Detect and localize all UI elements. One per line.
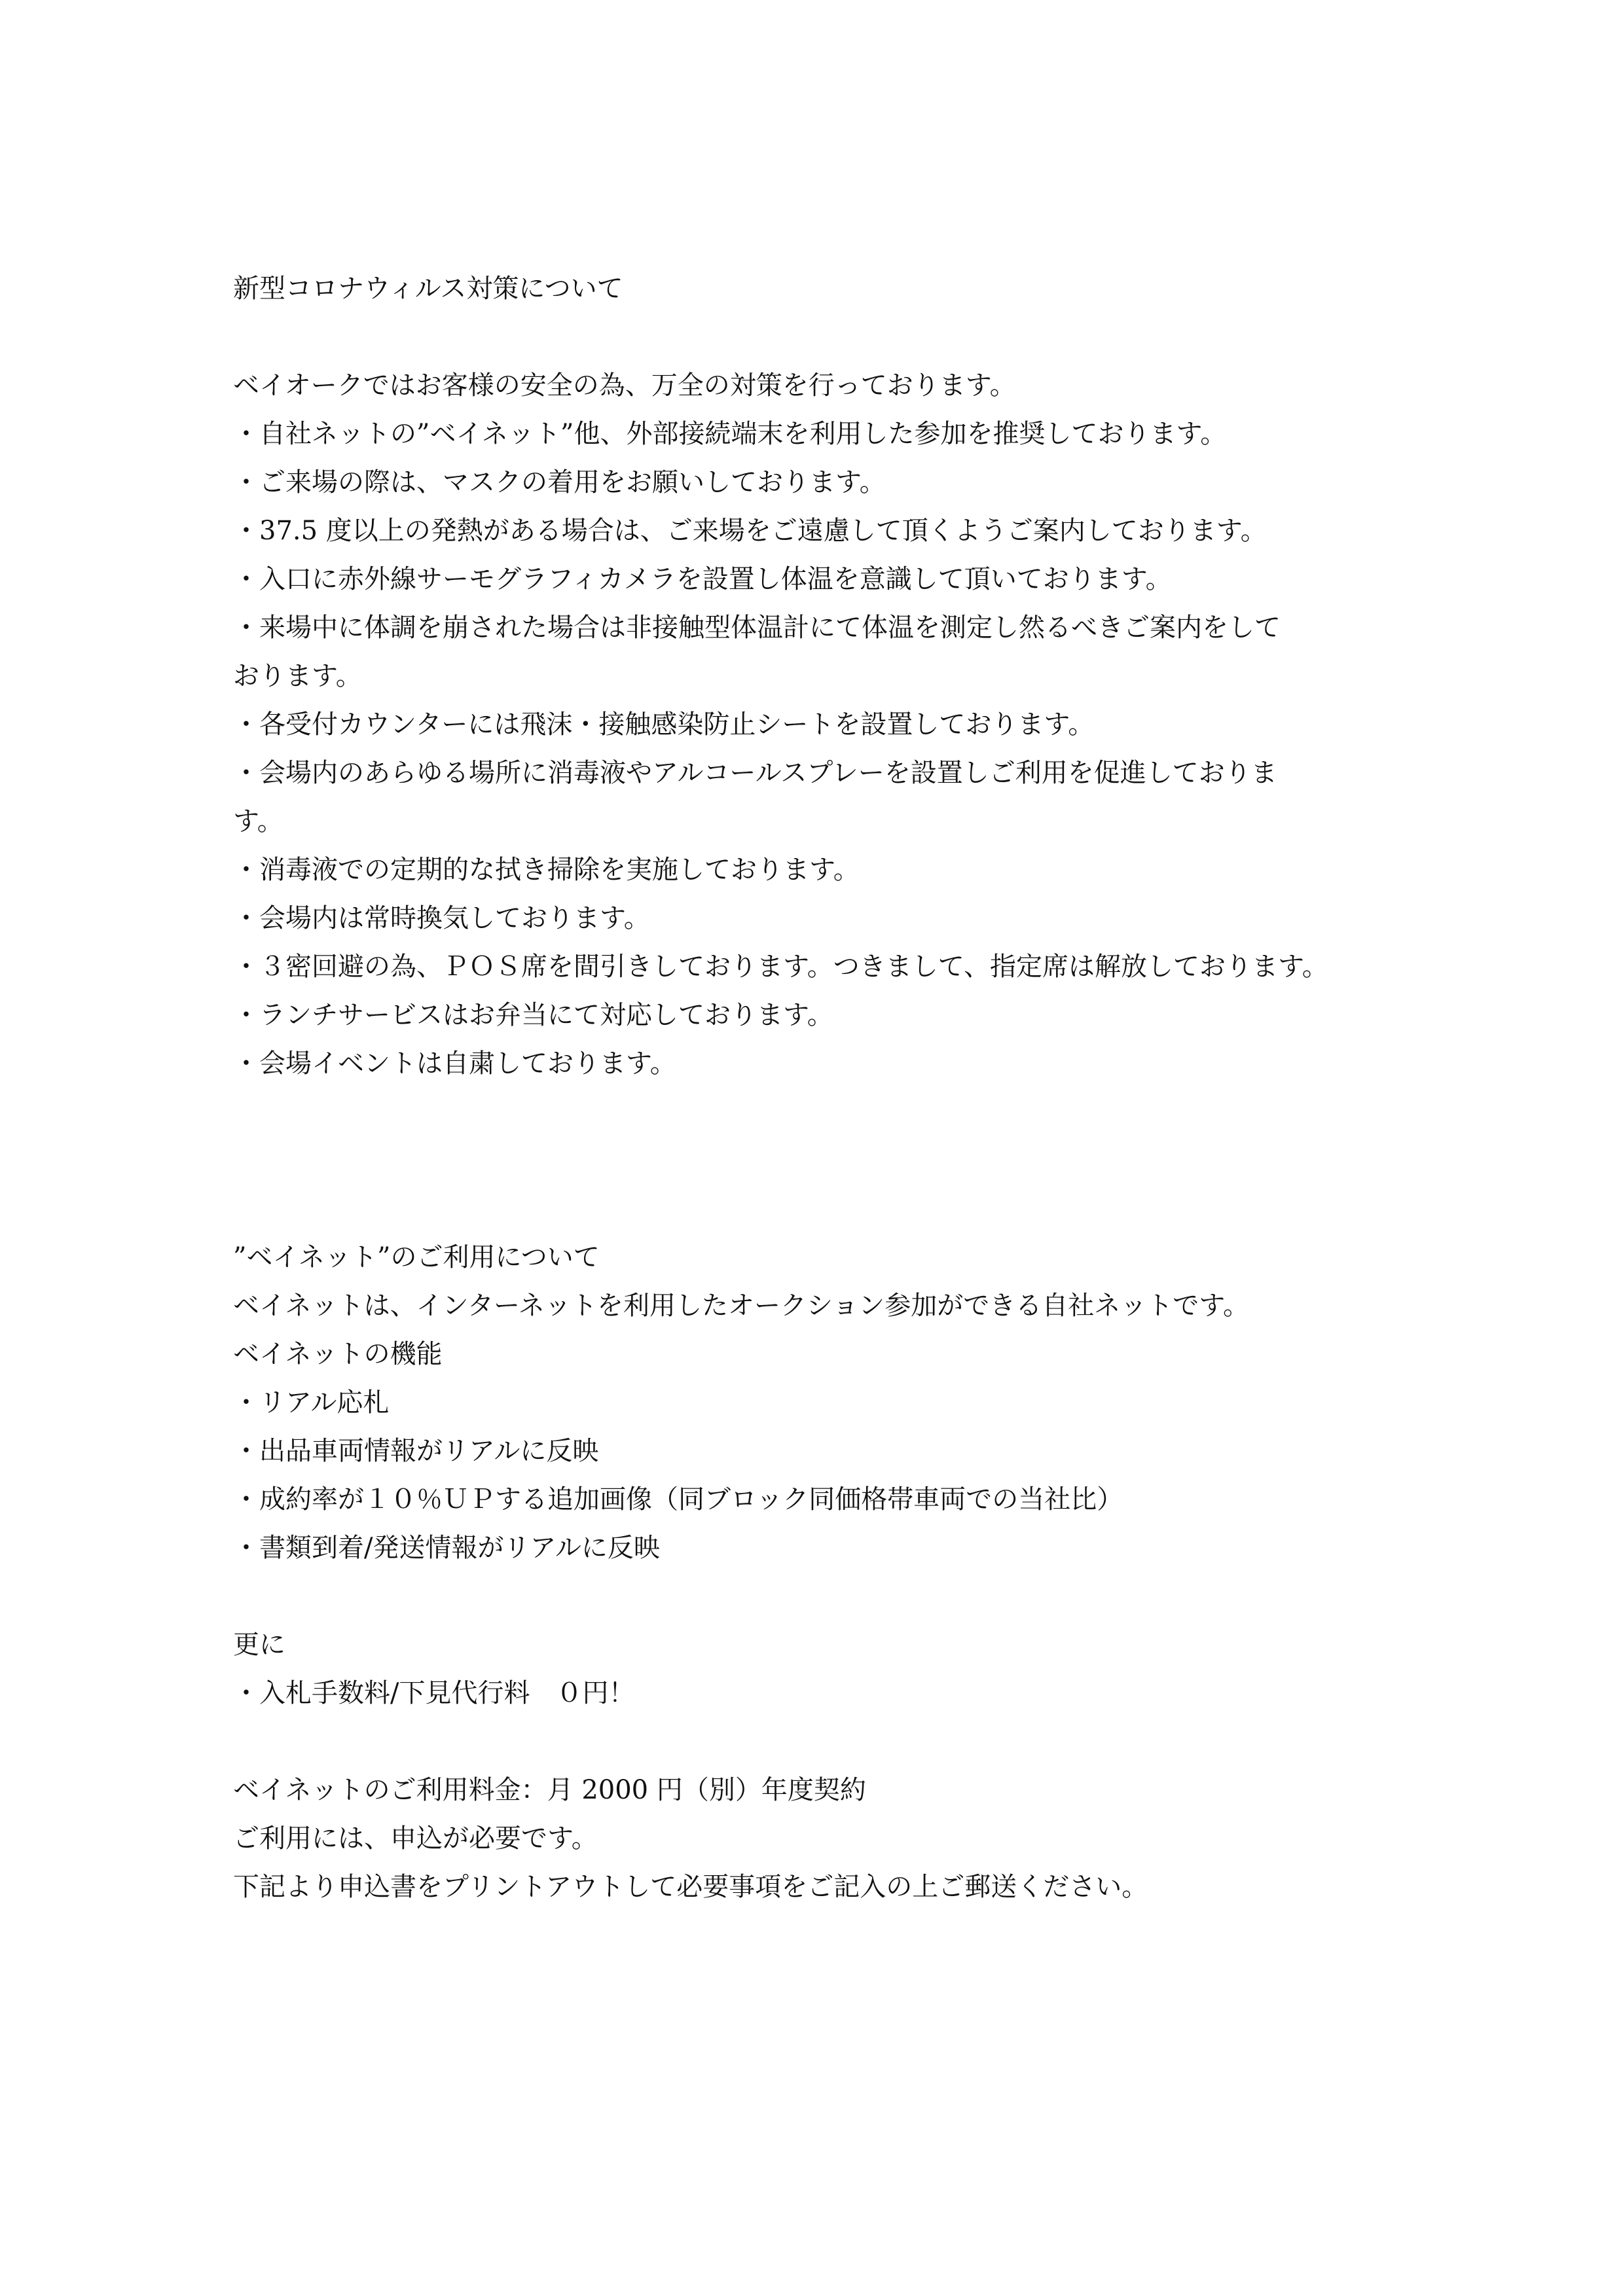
covid-item: ・ランチサービスはお弁当にて対応しております。 bbox=[233, 1000, 833, 1030]
section-spacer bbox=[233, 1088, 1405, 1233]
covid-item: ・来場中に体調を崩された場合は非接触型体温計にて体温を測定し然るべきご案内をして bbox=[233, 613, 1281, 643]
covid-item: ・消毒液での定期的な拭き掃除を実施しております。 bbox=[233, 855, 860, 885]
document-body bbox=[233, 264, 1405, 1911]
covid-item: ・ご来場の際は、マスクの着用をお願いしております。 bbox=[233, 467, 886, 497]
baynet-application-required: ご利用には、申込が必要です。 bbox=[233, 1823, 598, 1854]
baynet-extra-heading: 更に bbox=[233, 1630, 285, 1660]
baynet-feature: ・リアル応札 bbox=[233, 1388, 390, 1418]
baynet-feature: ・書類到着/発送情報がリアルに反映 bbox=[233, 1533, 660, 1563]
baynet-section-title: ”ベイネット”のご利用について bbox=[233, 1242, 600, 1272]
covid-item: ・37.5 度以上の発熱がある場合は、ご来場をご遠慮して頂くようご案内しております。 bbox=[233, 516, 1267, 546]
baynet-fee: ベイネットのご利用料金：月 2000 円（別）年度契約 bbox=[233, 1775, 866, 1805]
baynet-features-heading: ベイネットの機能 bbox=[233, 1339, 443, 1369]
covid-item-continued: おります。 bbox=[233, 661, 362, 691]
blank-line bbox=[233, 1572, 1405, 1621]
covid-item: ・各受付カウンターには飛沫・接触感染防止シートを設置しております。 bbox=[233, 709, 1095, 740]
covid-item: ・入口に赤外線サーモグラフィカメラを設置し体温を意識して頂いております。 bbox=[233, 564, 1172, 594]
covid-item: ・３密回避の為、ＰＯＳ席を間引きしております。つきまして、指定席は解放しております。 bbox=[233, 952, 1328, 982]
covid-intro: ベイオークではお客様の安全の為、万全の対策を行っております。 bbox=[233, 370, 1016, 401]
baynet-instructions: 下記より申込書をプリントアウトして必要事項をご記入の上ご郵送ください。 bbox=[233, 1872, 1148, 1902]
blank-line bbox=[233, 313, 1405, 361]
covid-section-title: 新型コロナウィルス対策について bbox=[233, 274, 623, 304]
covid-item: ・会場内は常時換気しております。 bbox=[233, 903, 650, 933]
covid-item: ・自社ネットの”ベイネット”他、外部接続端末を利用した参加を推奨しております。 bbox=[233, 419, 1227, 449]
covid-item: ・会場イベントは自粛しております。 bbox=[233, 1049, 676, 1079]
covid-item: ・会場内のあらゆる場所に消毒液やアルコールスプレーを設置しご利用を促進しておりま bbox=[233, 758, 1277, 788]
blank-line bbox=[233, 1717, 1405, 1766]
baynet-intro: ベイネットは、インターネットを利用したオークション参加ができる自社ネットです。 bbox=[233, 1291, 1249, 1321]
baynet-feature: ・成約率が１０％ＵＰする追加画像（同ブロック同価格帯車両での当社比） bbox=[233, 1484, 1123, 1515]
covid-item-continued: す。 bbox=[233, 806, 283, 836]
baynet-feature: ・出品車両情報がリアルに反映 bbox=[233, 1436, 599, 1466]
baynet-extra: ・入札手数料/下見代行料 ０円！ bbox=[233, 1678, 635, 1708]
